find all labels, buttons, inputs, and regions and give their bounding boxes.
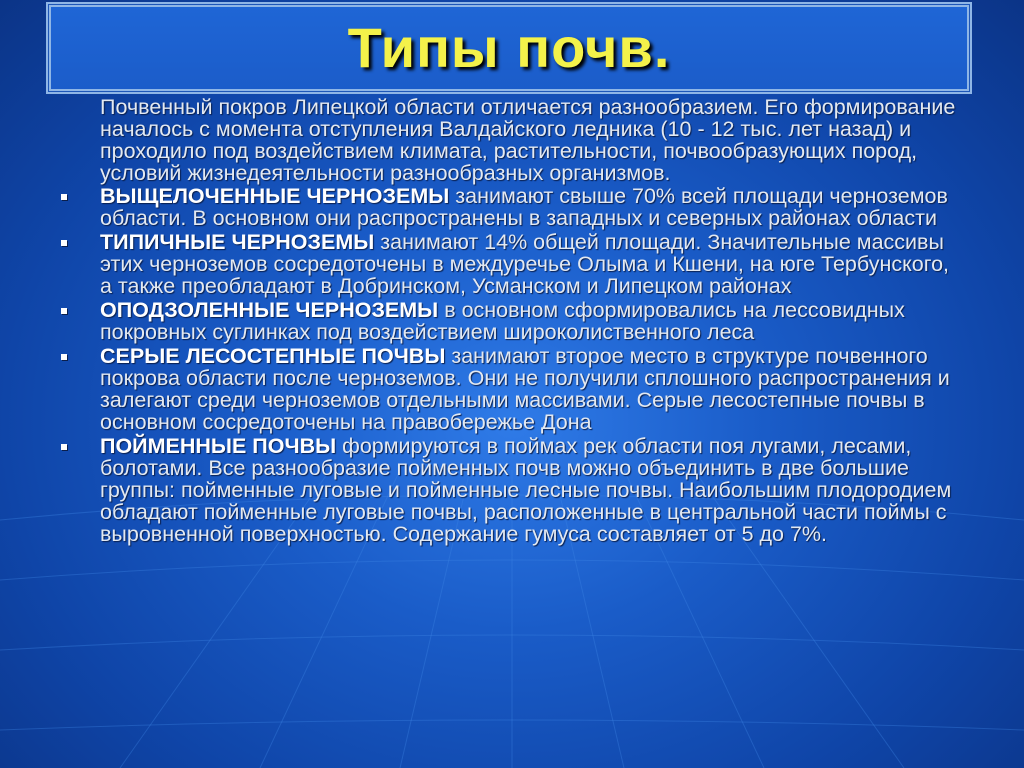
soil-term: ВЫЩЕЛОЧЕННЫЕ ЧЕРНОЗЕМЫ [100, 184, 450, 208]
intro-paragraph: Почвенный покров Липецкой области отличается разнообразием. Его формирование началось с момента отступления Валдайского ледника (10 - 12 тыс. лет назад) и проходило под воздействием климата, растительности, почвообразующих пород, условий жизнедеятельности разнообразных организмов. [100, 95, 956, 185]
soil-term: ТИПИЧНЫЕ ЧЕРНОЗЕМЫ [100, 230, 375, 254]
bullet-icon [61, 308, 67, 314]
slide-title: Типы почв. [347, 16, 671, 79]
bullet-icon [61, 240, 67, 246]
soil-term: СЕРЫЕ ЛЕСОСТЕПНЫЕ ПОЧВЫ [100, 344, 446, 368]
list-item [58, 185, 958, 229]
soil-type-list [58, 185, 958, 545]
bullet-icon [61, 354, 67, 360]
list-item [58, 435, 958, 545]
soil-description: формируются в поймах рек области поя лугами, лесами, болотами. Все разнообразие пойменных почв можно объединить в две большие группы: пойменные луговые и пойменные лесные почвы. Наибольшим плодородием обладают пойменные луговые почвы, расположенные в центральной части поймы с выровненной поверхностью. Содержание гумуса составляет от 5 до 7%. [100, 434, 952, 546]
soil-description: занимают второе место в структуре почвенного покрова области после черноземов. Они не получили сплошного распространения и залегают среди черноземов отдельными массивами. Серые лесостепные почвы в основном сосредоточены на правобережье Дона [100, 344, 950, 434]
title-frame [46, 2, 972, 94]
list-item [58, 299, 958, 343]
soil-term: ПОЙМЕННЫЕ ПОЧВЫ [100, 434, 337, 458]
soil-description: в основном сформировались на лессовидных покровных суглинках под воздействием широколиственного леса [100, 298, 905, 344]
list-item [58, 231, 958, 297]
soil-description: занимают 14% общей площади. Значительные массивы этих черноземов сосредоточены в междуречье Олыма и Кшени, на юге Тербунского, а также преобладают в Добринском, Усманском и Липецком районах [100, 230, 949, 298]
list-item [58, 345, 958, 433]
soil-term: ОПОДЗОЛЕННЫЕ ЧЕРНОЗЕМЫ [100, 298, 439, 322]
bullet-icon [61, 194, 67, 200]
soil-description: занимают свыше 70% всей площади черноземов области. В основном они распространены в западных и северных районах области [100, 184, 948, 230]
slide-body [58, 96, 958, 547]
bullet-icon [61, 444, 67, 450]
